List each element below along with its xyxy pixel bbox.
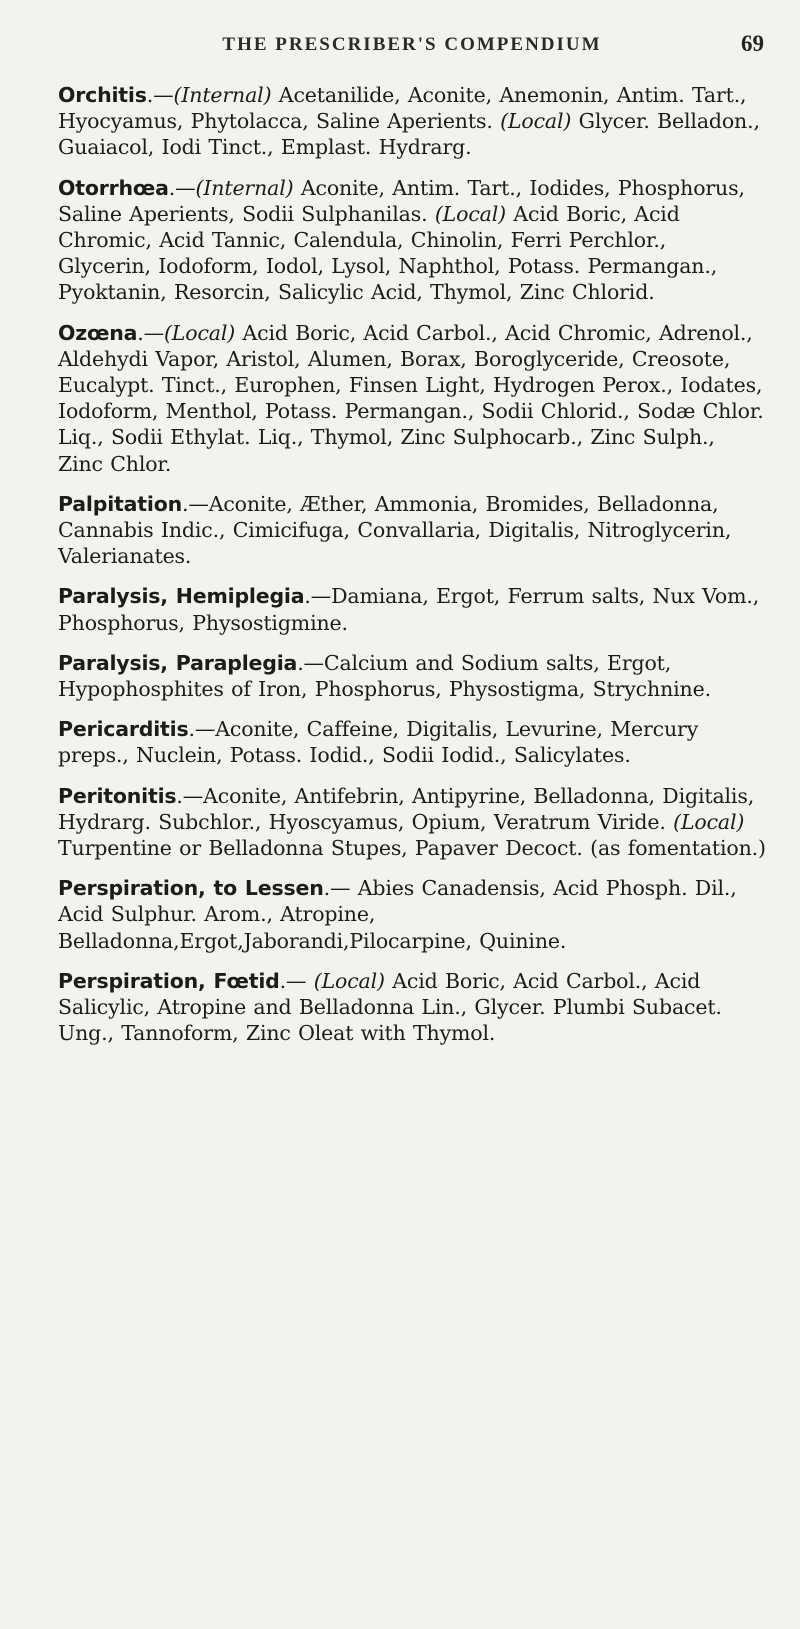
entry-text: .— xyxy=(137,320,164,345)
entry-text: Aconite, Antim. Tart., Iodides, Phosphorus, Saline Aperients, Sodii Sulphanilas. xyxy=(58,175,745,226)
entry-term: Peritonitis xyxy=(58,783,177,808)
entry-text: .—Aconite, Æther, Ammonia, Bromides, Belladonna, Cannabis Indic., Cimicifuga, Convallaria, Digitalis, Nitroglycerin, Valerianates. xyxy=(58,491,732,569)
entry-text: Acid Boric, Acid Chromic, Acid Tannic, Calendula, Chinolin, Ferri Perchlor., Glycerin, Iodoform, Iodol, Lysol, Naphthol, Potass. Permangan., Pyoktanin, Resorcin, Salicylic Acid, Thymol, Zinc Chlorid. xyxy=(58,201,718,305)
entry-scope-label: (Internal) xyxy=(173,83,272,107)
entry-text: .— Abies Canadensis, Acid Phosph. Dil., Acid Sulphur. Arom., Atropine, Belladonna,Ergot,Jaborandi,Pilocarpine, Quinine. xyxy=(58,876,737,953)
entry-term: Palpitation xyxy=(58,491,182,516)
entry-term: Otorrhœa xyxy=(58,175,169,200)
index-entry xyxy=(58,968,766,1047)
entry-text: Acid Boric, Acid Carbol., Acid Salicylic, Atropine and Belladonna Lin., Glycer. Plumbi Subacet. Ung., Tannoform, Zinc Oleat with Thymol. xyxy=(58,968,722,1046)
entry-scope-label: (Local) xyxy=(313,968,385,993)
entry-scope-label: (Internal) xyxy=(195,175,294,200)
entry-scope-label: (Local) xyxy=(434,201,506,226)
running-head xyxy=(58,0,766,70)
entry-term: Orchitis xyxy=(58,83,147,107)
entry-term: Ozœna xyxy=(58,320,138,345)
index-entry xyxy=(58,175,766,306)
entry-scope-label: (Local) xyxy=(500,109,572,134)
running-title: THE PRESCRIBER'S COMPENDIUM xyxy=(222,34,602,55)
entry-text: Acid Boric, Acid Carbol., Acid Chromic, Adrenol., Aldehydi Vapor, Aristol, Alumen, Borax, Boroglyceride, Creosote, Eucalypt. Tinct., Europhen, Finsen Light, Hydrogen Perox., Iodates, Iodoform, Menthol, Potass. Permangan., Sodii Chlorid., Sodæ Chlor. Liq., Sodii Ethylat. Liq., Thymol, Zinc Sulphocarb., Zinc Sulph., Zinc Chlor. xyxy=(58,320,764,476)
index-entry xyxy=(58,82,766,161)
entry-text: Glycer. Belladon., Guaiacol, Iodi Tinct., Emplast. Hydrarg. xyxy=(58,109,760,160)
entry-term: Perspiration, Fœtid xyxy=(58,968,280,993)
entry-text: .—Calcium and Sodium salts, Ergot, Hypophosphites of Iron, Phosphorus, Physostigma, Strychnine. xyxy=(58,650,711,702)
entry-term: Paralysis, Hemiplegia xyxy=(58,584,305,609)
index-entry xyxy=(58,650,766,702)
entry-term: Paralysis, Paraplegia xyxy=(58,650,298,675)
entry-text: .—Aconite, Antifebrin, Antipyrine, Belladonna, Digitalis, Hydrarg. Subchlor., Hyoscyamus, Opium, Veratrum Viride. xyxy=(58,783,755,834)
index-entries xyxy=(58,82,766,1047)
entry-scope-label: (Local) xyxy=(673,809,745,834)
index-entry xyxy=(58,716,766,768)
entry-term: Perspiration, to Lessen xyxy=(58,876,324,901)
index-entry xyxy=(58,875,766,954)
entry-text: .— xyxy=(279,968,314,993)
entry-term: Pericarditis xyxy=(58,717,189,742)
index-entry xyxy=(58,583,766,635)
entry-text: .—Aconite, Caffeine, Digitalis, Levurine, Mercury preps., Nuclein, Potass. Iodid., Sodii Iodid., Salicylates. xyxy=(58,717,699,768)
entry-text: .— xyxy=(168,175,196,200)
index-entry xyxy=(58,783,766,862)
entry-text: .— xyxy=(146,83,174,107)
entry-text: Acetanilide, Aconite, Anemonin, Antim. Tart., Hyocyamus, Phytolacca, Saline Aperients. xyxy=(58,83,747,134)
index-entry xyxy=(58,491,766,570)
index-entry xyxy=(58,320,766,477)
entry-text: Turpentine or Belladonna Stupes, Papaver Decoct. (as fomentation.) xyxy=(58,836,766,861)
page-number: 69 xyxy=(741,31,764,56)
entry-text: .—Damiana, Ergot, Ferrum salts, Nux Vom., Phosphorus, Physostigmine. xyxy=(58,584,760,635)
entry-scope-label: (Local) xyxy=(163,320,236,345)
